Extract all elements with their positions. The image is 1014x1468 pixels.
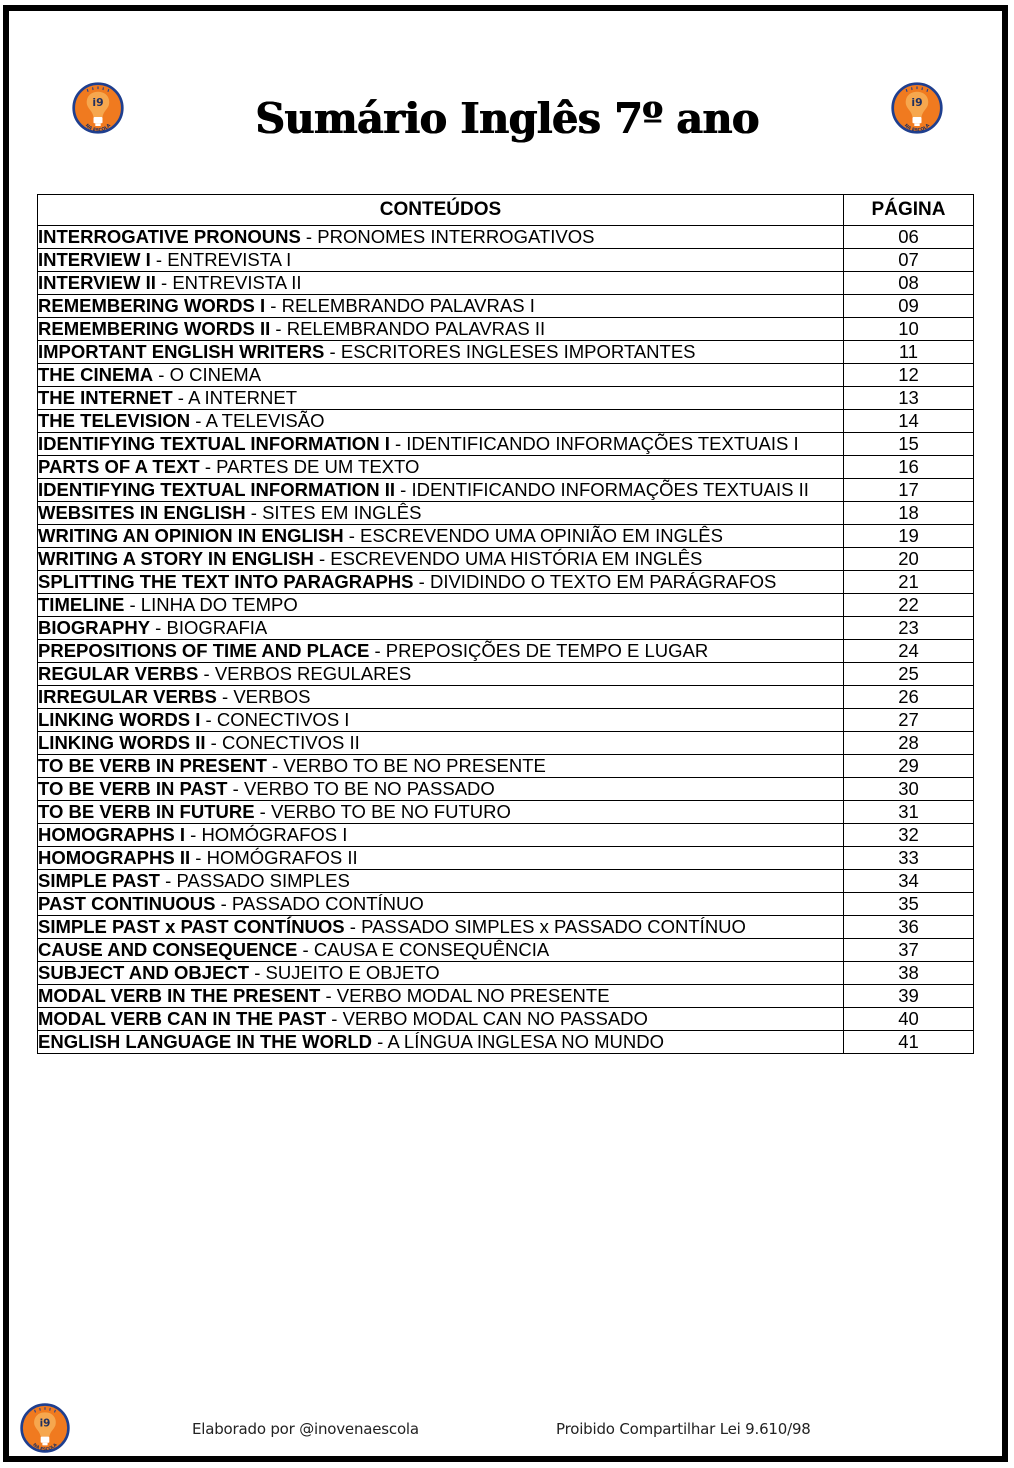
page-number: 11 (844, 341, 974, 364)
table-row (38, 732, 974, 755)
topic-separator: - (227, 778, 244, 799)
content-cell (38, 433, 844, 456)
topic-separator: - (300, 226, 318, 247)
topic-english: IDENTIFYING TEXTUAL INFORMATION I (38, 433, 390, 454)
table-row (38, 709, 974, 732)
topic-english: IMPORTANT ENGLISH WRITERS (38, 341, 325, 362)
table-row (38, 295, 974, 318)
page-number: 30 (844, 778, 974, 801)
topic-separator: - (150, 249, 168, 270)
topic-separator: - (198, 663, 215, 684)
topic-portuguese: A TELEVISÃO (205, 410, 325, 431)
content-cell (38, 939, 844, 962)
topic-portuguese: HOMÓGRAFOS I (201, 824, 348, 845)
table-row (38, 364, 974, 387)
content-cell (38, 801, 844, 824)
page-number: 13 (844, 387, 974, 410)
topic-english: SPLITTING THE TEXT INTO PARAGRAPHS (38, 571, 414, 592)
content-cell (38, 962, 844, 985)
topic-separator: - (313, 548, 331, 569)
page-number: 25 (844, 663, 974, 686)
topic-portuguese: RELEMBRANDO PALAVRAS II (286, 318, 546, 339)
topic-separator: - (190, 410, 206, 431)
table-body (38, 226, 974, 1054)
svg-text:i9: i9 (39, 1417, 51, 1430)
table-row (38, 318, 974, 341)
topic-separator: - (190, 847, 207, 868)
topic-separator: - (124, 594, 141, 615)
topic-separator: - (265, 295, 282, 316)
topic-separator: - (266, 755, 284, 776)
page-number: 19 (844, 525, 974, 548)
content-cell (38, 594, 844, 617)
page-number: 24 (844, 640, 974, 663)
table-row (38, 686, 974, 709)
topic-separator: - (369, 640, 386, 661)
content-cell (38, 226, 844, 249)
svg-text:i9: i9 (911, 96, 923, 110)
page-number: 23 (844, 617, 974, 640)
table-row (38, 640, 974, 663)
topic-english: TO BE VERB IN FUTURE (38, 801, 255, 822)
topic-separator: - (320, 985, 337, 1006)
content-cell (38, 272, 844, 295)
topic-portuguese: A LÍNGUA INGLESA NO MUNDO (387, 1031, 664, 1052)
table-row (38, 663, 974, 686)
topic-english: SIMPLE PAST (38, 870, 160, 891)
topic-portuguese: O CINEMA (169, 364, 262, 385)
header-contents: CONTEÚDOS (38, 195, 844, 226)
content-cell (38, 640, 844, 663)
page-number: 18 (844, 502, 974, 525)
topic-portuguese: VERBO MODAL NO PRESENTE (336, 985, 610, 1006)
page-number: 40 (844, 1008, 974, 1031)
page-number: 37 (844, 939, 974, 962)
topic-portuguese: CAUSA E CONSEQUÊNCIA (313, 939, 550, 960)
page-number: 10 (844, 318, 974, 341)
topic-separator: - (326, 1008, 343, 1029)
topic-portuguese: CONECTIVOS II (221, 732, 360, 753)
page-number: 09 (844, 295, 974, 318)
header-page: PÁGINA (844, 195, 974, 226)
topic-separator: - (324, 341, 341, 362)
table-row (38, 916, 974, 939)
i9-logo-icon (19, 1402, 71, 1454)
topic-separator: - (270, 318, 287, 339)
topic-portuguese: IDENTIFICANDO INFORMAÇÕES TEXTUAIS II (411, 479, 809, 500)
topic-english: BIOGRAPHY (38, 617, 151, 638)
content-cell (38, 916, 844, 939)
content-cell (38, 456, 844, 479)
topic-english: INTERVIEW II (38, 272, 156, 293)
contents-table (37, 194, 974, 1054)
topic-english: LINKING WORDS I (38, 709, 201, 730)
table-row (38, 870, 974, 893)
table-row (38, 985, 974, 1008)
table-row (38, 479, 974, 502)
page-number: 38 (844, 962, 974, 985)
svg-text:i9: i9 (92, 96, 104, 110)
topic-portuguese: VERBOS REGULARES (214, 663, 412, 684)
footer-notice: Proibido Compartilhar Lei 9.610/98 (556, 1420, 811, 1438)
topic-english: WEBSITES IN ENGLISH (38, 502, 246, 523)
topic-portuguese: DIVIDINDO O TEXTO EM PARÁGRAFOS (429, 571, 777, 592)
page-number: 17 (844, 479, 974, 502)
topic-english: TO BE VERB IN PAST (38, 778, 228, 799)
content-cell (38, 663, 844, 686)
topic-english: MODAL VERB IN THE PRESENT (38, 985, 321, 1006)
topic-portuguese: ENTREVISTA II (172, 272, 302, 293)
page-number: 27 (844, 709, 974, 732)
page-number: 26 (844, 686, 974, 709)
topic-portuguese: PREPOSIÇÕES DE TEMPO E LUGAR (385, 640, 709, 661)
topic-separator: - (155, 272, 173, 293)
topic-separator: - (205, 732, 222, 753)
table-row (38, 548, 974, 571)
topic-separator: - (200, 709, 217, 730)
topic-english: REGULAR VERBS (38, 663, 199, 684)
content-cell (38, 364, 844, 387)
content-cell (38, 755, 844, 778)
topic-portuguese: RELEMBRANDO PALAVRAS I (281, 295, 535, 316)
topic-portuguese: PRONOMES INTERROGATIVOS (317, 226, 595, 247)
topic-english: PAST CONTINUOUS (38, 893, 216, 914)
content-cell (38, 341, 844, 364)
topic-portuguese: HOMÓGRAFOS II (206, 847, 358, 868)
topic-english: WRITING AN OPINION IN ENGLISH (38, 525, 344, 546)
page-number: 16 (844, 456, 974, 479)
page-number: 07 (844, 249, 974, 272)
table-row (38, 893, 974, 916)
content-cell (38, 870, 844, 893)
table-row (38, 226, 974, 249)
topic-separator: - (216, 686, 234, 707)
topic-english: IRREGULAR VERBS (38, 686, 217, 707)
content-cell (38, 502, 844, 525)
page-number: 15 (844, 433, 974, 456)
table-row (38, 571, 974, 594)
content-cell (38, 686, 844, 709)
table-row (38, 249, 974, 272)
table-row (38, 1031, 974, 1054)
page-number: 12 (844, 364, 974, 387)
content-cell (38, 318, 844, 341)
content-cell (38, 824, 844, 847)
topic-separator: - (297, 939, 314, 960)
svg-text:NA ESCOLA: NA ESCOLA (902, 123, 932, 134)
topic-separator: - (394, 479, 412, 500)
table-row (38, 387, 974, 410)
page-number: 29 (844, 755, 974, 778)
topic-english: HOMOGRAPHS II (38, 847, 191, 868)
table-header-row (38, 195, 974, 226)
topic-portuguese: BIOGRAFIA (166, 617, 268, 638)
topic-portuguese: ENTREVISTA I (167, 249, 292, 270)
svg-text:NA ESCOLA: NA ESCOLA (83, 123, 113, 134)
table-row (38, 594, 974, 617)
topic-portuguese: CONECTIVOS I (216, 709, 350, 730)
topic-separator: - (199, 456, 217, 477)
page-number: 14 (844, 410, 974, 433)
topic-english: SUBJECT AND OBJECT (38, 962, 250, 983)
footer-credit: Elaborado por @inovenaescola (192, 1420, 419, 1438)
content-cell (38, 410, 844, 433)
table-row (38, 272, 974, 295)
content-cell (38, 893, 844, 916)
topic-portuguese: ESCRITORES INGLESES IMPORTANTES (340, 341, 696, 362)
topic-portuguese: IDENTIFICANDO INFORMAÇÕES TEXTUAIS I (406, 433, 799, 454)
page-number: 28 (844, 732, 974, 755)
page-number: 34 (844, 870, 974, 893)
topic-portuguese: VERBOS (233, 686, 311, 707)
topic-english: PREPOSITIONS OF TIME AND PLACE (38, 640, 370, 661)
table-row (38, 755, 974, 778)
topic-portuguese: SUJEITO E OBJETO (265, 962, 440, 983)
topic-english: INTERVIEW I (38, 249, 151, 270)
topic-separator: - (413, 571, 430, 592)
topic-english: IDENTIFYING TEXTUAL INFORMATION II (38, 479, 395, 500)
content-cell (38, 847, 844, 870)
content-cell (38, 617, 844, 640)
topic-portuguese: VERBO TO BE NO PRESENTE (283, 755, 546, 776)
page-number: 08 (844, 272, 974, 295)
table-row (38, 801, 974, 824)
content-cell (38, 479, 844, 502)
page-title: Sumário Inglês 7º ano (255, 94, 759, 143)
table-row (38, 847, 974, 870)
page-number: 20 (844, 548, 974, 571)
topic-portuguese: LINHA DO TEMPO (140, 594, 298, 615)
content-cell (38, 387, 844, 410)
topic-english: PARTS OF A TEXT (38, 456, 200, 477)
topic-separator: - (389, 433, 407, 454)
topic-english: THE INTERNET (38, 387, 173, 408)
topic-english: ENGLISH LANGUAGE IN THE WORLD (38, 1031, 373, 1052)
topic-english: TO BE VERB IN PRESENT (38, 755, 267, 776)
topic-portuguese: ESCREVENDO UMA HISTÓRIA EM INGLÊS (330, 548, 703, 569)
topic-separator: - (249, 962, 266, 983)
table-row (38, 1008, 974, 1031)
table-row (38, 410, 974, 433)
content-cell (38, 249, 844, 272)
topic-portuguese: ESCREVENDO UMA OPINIÃO EM INGLÊS (360, 525, 723, 546)
content-cell (38, 985, 844, 1008)
page-number: 32 (844, 824, 974, 847)
table-row (38, 939, 974, 962)
page-number: 06 (844, 226, 974, 249)
page-number: 21 (844, 571, 974, 594)
topic-english: REMEMBERING WORDS I (38, 295, 266, 316)
topic-portuguese: PARTES DE UM TEXTO (216, 456, 420, 477)
page-number: 33 (844, 847, 974, 870)
topic-english: HOMOGRAPHS I (38, 824, 185, 845)
topic-portuguese: PASSADO SIMPLES (176, 870, 350, 891)
page-number: 35 (844, 893, 974, 916)
topic-portuguese: PASSADO SIMPLES x PASSADO CONTÍNUO (361, 916, 746, 937)
topic-separator: - (344, 916, 362, 937)
topic-separator: - (172, 387, 189, 408)
topic-separator: - (150, 617, 167, 638)
topic-portuguese: SITES EM INGLÊS (262, 502, 422, 523)
table-row (38, 341, 974, 364)
topic-english: REMEMBERING WORDS II (38, 318, 271, 339)
topic-english: THE TELEVISION (38, 410, 191, 431)
topic-english: WRITING A STORY IN ENGLISH (38, 548, 314, 569)
content-cell (38, 778, 844, 801)
topic-english: CAUSE AND CONSEQUENCE (38, 939, 298, 960)
topic-english: THE CINEMA (38, 364, 154, 385)
table-row (38, 525, 974, 548)
table-row (38, 456, 974, 479)
topic-separator: - (215, 893, 232, 914)
topic-separator: - (343, 525, 361, 546)
topic-separator: - (245, 502, 263, 523)
page-number: 39 (844, 985, 974, 1008)
topic-separator: - (159, 870, 177, 891)
table-row (38, 824, 974, 847)
content-cell (38, 709, 844, 732)
page-number: 31 (844, 801, 974, 824)
content-cell (38, 1008, 844, 1031)
table-row (38, 617, 974, 640)
topic-separator: - (254, 801, 271, 822)
topic-portuguese: VERBO TO BE NO FUTURO (271, 801, 511, 822)
page-number: 22 (844, 594, 974, 617)
table-row (38, 778, 974, 801)
content-cell (38, 1031, 844, 1054)
page-number: 36 (844, 916, 974, 939)
topic-portuguese: A INTERNET (188, 387, 298, 408)
topic-english: LINKING WORDS II (38, 732, 206, 753)
topic-separator: - (184, 824, 202, 845)
topic-portuguese: VERBO TO BE NO PASSADO (243, 778, 495, 799)
table-row (38, 502, 974, 525)
table-row (38, 962, 974, 985)
topic-english: MODAL VERB CAN IN THE PAST (38, 1008, 327, 1029)
content-cell (38, 548, 844, 571)
topic-separator: - (153, 364, 170, 385)
content-cell (38, 525, 844, 548)
topic-separator: - (372, 1031, 388, 1052)
content-cell (38, 295, 844, 318)
table-row (38, 433, 974, 456)
topic-portuguese: VERBO MODAL CAN NO PASSADO (342, 1008, 648, 1029)
topic-portuguese: PASSADO CONTÍNUO (231, 893, 424, 914)
svg-text:NA ESCOLA: NA ESCOLA (31, 1442, 59, 1453)
topic-english: SIMPLE PAST x PAST CONTÍNUOS (38, 916, 345, 937)
topic-english: INTERROGATIVE PRONOUNS (38, 226, 301, 247)
page-number: 41 (844, 1031, 974, 1054)
content-cell (38, 571, 844, 594)
content-cell (38, 732, 844, 755)
topic-english: TIMELINE (38, 594, 125, 615)
